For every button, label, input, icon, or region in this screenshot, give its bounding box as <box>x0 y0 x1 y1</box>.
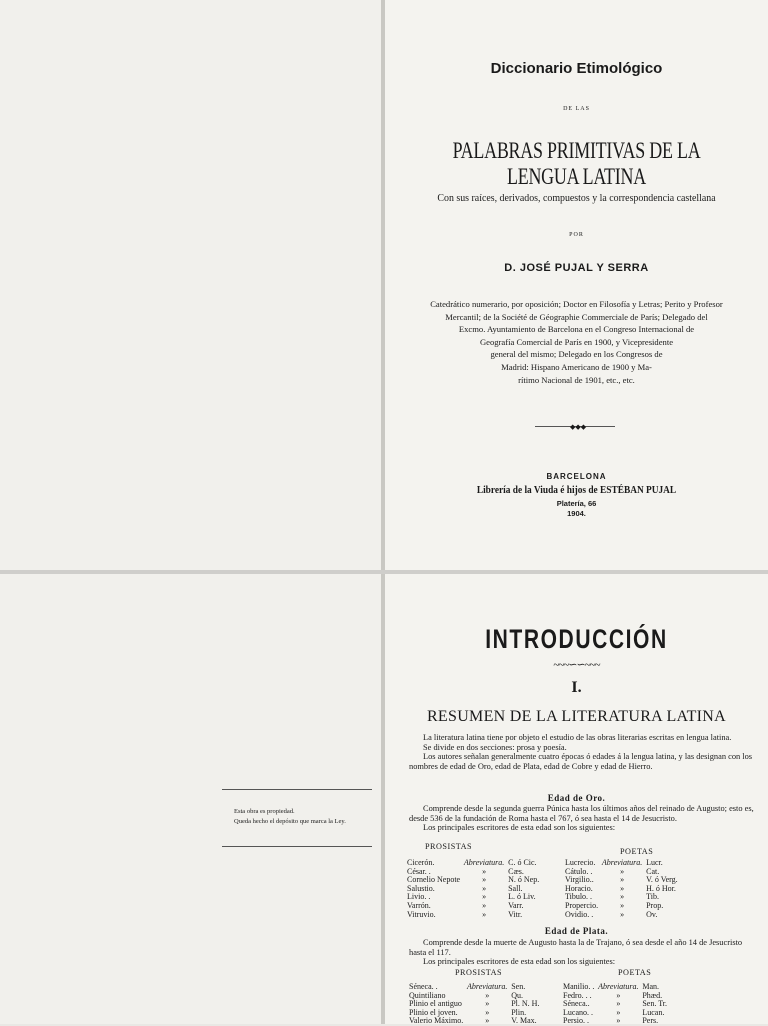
author-abbreviation: Lucr. <box>646 858 663 867</box>
ditto-mark: » <box>482 909 487 919</box>
author-name: Virgilio.. <box>565 875 594 885</box>
bio-line: rítimo Nacional de 1901, etc., etc. <box>518 374 635 385</box>
author-name: Fedro. . . <box>563 990 592 1000</box>
author-name: Cicerón. <box>407 858 435 867</box>
author-abbreviation: Man. <box>642 982 660 991</box>
author-abbreviation: Tib. <box>646 892 659 902</box>
rule-ornament-icon: ◆◆◆ <box>570 423 587 431</box>
author-name: Quintiliano <box>409 990 446 1000</box>
paragraph-text: Se divide en dos secciones: prosa y poesía. <box>423 742 567 752</box>
author-name: Horacio. <box>565 883 593 893</box>
paragraph-text: La literatura latina tiene por objeto el estudio de las obras literarias escritas en lengua latina. <box>423 733 732 742</box>
ditto-mark: » <box>616 990 621 1000</box>
ditto-mark: » <box>620 892 625 902</box>
author-abbreviation: Ov. <box>646 909 658 919</box>
ditto-mark: » <box>620 900 625 910</box>
author-abbreviation: Qu. <box>511 990 523 1000</box>
author-row <box>407 911 541 920</box>
bio-line: Excmo. Ayuntamiento de Barcelona en el Congreso Internacional de <box>458 324 695 335</box>
main-title: PALABRAS PRIMITIVAS DE LA LENGUA LATINA <box>452 138 701 189</box>
abbreviation-label: Abreviatura. <box>463 858 505 867</box>
author-abbreviation: V. ó Verg. <box>646 875 678 885</box>
author-abbreviation: L. ó Liv. <box>508 892 536 902</box>
introduction-page <box>385 574 768 1024</box>
bio-line: Madrid: Hispano Americano de 1900 y Ma- <box>501 361 652 372</box>
copyright-page <box>0 574 381 1024</box>
introduction-title: INTRODUCCIÓN <box>485 624 668 654</box>
author-name: Livio. . <box>407 892 431 902</box>
copyright-notice <box>234 807 346 827</box>
author-name: Ovidio. . <box>565 909 594 919</box>
copyright-line: Queda hecho el depósito que marca la Ley. <box>234 818 346 825</box>
prosistas-label: PROSISTAS <box>425 842 473 851</box>
author-abbreviation: C. ó Cic. <box>508 858 537 867</box>
plata-poetas-table <box>563 983 669 1026</box>
bio-line: Mercantil; de la Société de Géographie Commerciale de París; Delegado del <box>445 311 708 322</box>
edad-plata-paragraph <box>409 938 758 967</box>
author-name: Cornelio Nepote <box>407 875 461 885</box>
edad-plata-heading: Edad de Plata. <box>544 926 609 936</box>
author-name: Cátulo. . <box>565 866 593 876</box>
ditto-mark: » <box>485 1016 490 1026</box>
ditto-mark: » <box>616 1007 621 1017</box>
paragraph-text: Los principales escritores de esta edad son los siguientes: <box>423 823 616 833</box>
ditto-mark: » <box>616 999 621 1009</box>
author-name: Persio. . <box>563 1016 589 1026</box>
author-name: Tibulo. . <box>565 892 593 902</box>
oro-prosistas-table <box>407 859 541 919</box>
author-abbreviation: V. Max. <box>511 1016 537 1026</box>
bio-line: Geografía Comercial de París en 1900, y Vicepresidente <box>479 336 674 347</box>
author-name: Séneca.. <box>563 999 590 1009</box>
author-abbreviation: Lucan. <box>642 1007 665 1017</box>
author-name: D. JOSÉ PUJAL Y SERRA <box>504 262 649 274</box>
ornament-icon: ~~~∽∽~~~ <box>553 659 600 671</box>
author-abbreviation: Sen. Tr. <box>642 999 668 1009</box>
author-abbreviation: H. ó Hor. <box>646 883 676 893</box>
publication-year: 1904. <box>567 509 586 518</box>
author-name: Propercio. <box>565 900 599 910</box>
subtitle: Con sus raíces, derivados, compuestos y la correspondencia castellana <box>437 192 716 204</box>
section-heading: RESUMEN DE LA LITERATURA LATINA <box>426 708 727 725</box>
ditto-mark: » <box>482 866 487 876</box>
plata-prosistas-table <box>409 983 541 1026</box>
author-row <box>409 1017 541 1026</box>
prosistas-label: PROSISTAS <box>455 968 503 977</box>
author-row <box>565 911 680 920</box>
author-abbreviation: Phæd. <box>642 990 663 1000</box>
author-name: Séneca. . <box>409 982 438 991</box>
section-number: I. <box>571 679 582 696</box>
ditto-mark: » <box>620 883 625 893</box>
bio-line: Catedrático numerario, por oposición; Doctor en Filosofía y Letras; Perito y Profesor <box>430 299 723 309</box>
author-abbreviation: Plin. <box>511 1007 527 1017</box>
paragraph-text: Comprende desde la muerte de Augusto hasta la de Trajano, ó sea desde el año 14 de Jesucristo hasta el 117. <box>409 938 743 957</box>
poetas-label: POETAS <box>620 847 654 856</box>
paragraph-text: Los principales escritores de esta edad son los siguientes: <box>423 957 616 967</box>
author-name: Salustio. <box>407 883 435 893</box>
ditto-mark: » <box>482 883 487 893</box>
author-abbreviation: Sen. <box>511 982 526 991</box>
author-name: Lucano. . <box>563 1007 593 1017</box>
ditto-mark: » <box>620 909 625 919</box>
ditto-mark: » <box>485 1007 490 1017</box>
author-abbreviation: Sall. <box>508 883 523 893</box>
blank-page <box>0 0 381 570</box>
author-abbreviation: Varr. <box>508 900 524 910</box>
publisher-city: BARCELONA <box>546 472 607 481</box>
ditto-mark: » <box>482 875 487 885</box>
oro-poetas-table <box>565 859 680 919</box>
dictionary-title: Diccionario Etimológico <box>490 60 663 77</box>
poetas-label: POETAS <box>618 968 652 977</box>
de-las-label: DE LAS <box>563 106 590 112</box>
ditto-mark: » <box>485 990 490 1000</box>
ditto-mark: » <box>616 1016 621 1026</box>
author-abbreviation: Cæs. <box>508 866 524 876</box>
intro-paragraph <box>409 733 758 771</box>
ditto-mark: » <box>482 900 487 910</box>
por-label: POR <box>569 232 584 238</box>
abbreviation-label: Abreviatura. <box>601 858 643 867</box>
publisher-street: Platería, 66 <box>556 499 597 508</box>
divider <box>222 846 372 847</box>
divider <box>222 789 372 790</box>
edad-oro-heading: Edad de Oro. <box>547 793 606 803</box>
author-abbreviation: Vitr. <box>508 909 523 919</box>
author-name: César. . <box>407 866 431 876</box>
bio-line: general del mismo; Delegado en los Congresos de <box>490 349 663 360</box>
author-abbreviation: Pl. N. H. <box>511 999 540 1009</box>
ditto-mark: » <box>485 999 490 1009</box>
author-name: Plinio el joven. <box>409 1007 458 1017</box>
author-row <box>563 1017 669 1026</box>
author-bio <box>395 298 758 386</box>
ditto-mark: » <box>482 892 487 902</box>
author-abbreviation: N. ó Nep. <box>508 875 540 885</box>
edad-oro-paragraph <box>409 804 758 833</box>
author-name: Vitruvio. <box>407 909 436 919</box>
author-abbreviation: Prop. <box>646 900 664 910</box>
author-name: Valerio Máximo. <box>409 1016 464 1026</box>
author-name: Plinio el antiguo <box>409 999 462 1009</box>
publisher-name: Librería de la Viuda é hijos de ESTÉBAN PUJAL <box>476 484 677 496</box>
copyright-line: Esta obra es propiedad. <box>234 808 295 815</box>
ditto-mark: » <box>620 866 625 876</box>
author-abbreviation: Pers. <box>642 1016 659 1026</box>
author-abbreviation: Cat. <box>646 866 660 876</box>
author-name: Manilio. . <box>563 982 595 991</box>
abbreviation-label: Abreviatura. <box>467 982 508 991</box>
author-name: Varrón. <box>407 900 431 910</box>
ditto-mark: » <box>620 875 625 885</box>
paragraph-text: Comprende desde la segunda guerra Púnica hasta los últimos años del reinado de Augusto; esto es, desde 536 de la fundación de Roma hasta el 767, ó sea hasta el 14 de Jesucristo. <box>409 804 754 823</box>
title-page <box>385 0 768 570</box>
paragraph-text: Los autores señalan generalmente cuatro épocas ó edades á la lengua latina, y las designan con los nombres de edad de Oro, edad de Plata, edad de Cobre y edad de Hierro. <box>409 752 753 771</box>
author-name: Lucrecio. <box>565 858 596 867</box>
abbreviation-label: Abreviatura. <box>598 982 639 991</box>
